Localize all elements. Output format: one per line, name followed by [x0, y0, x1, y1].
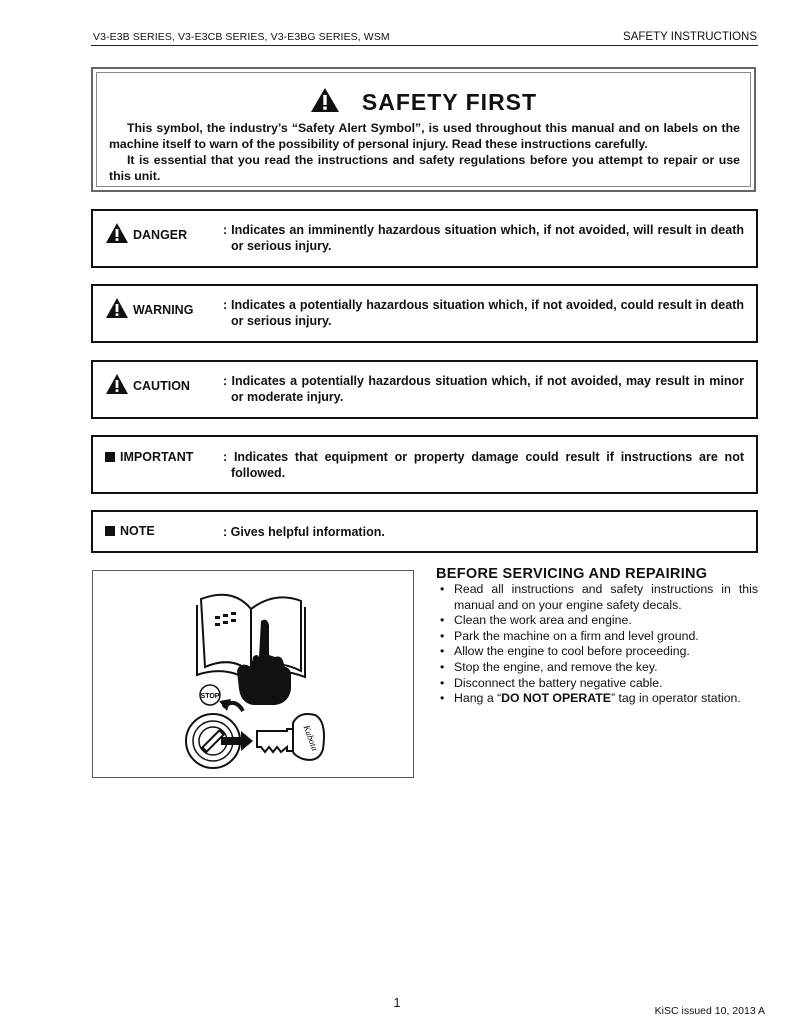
important-label-group — [105, 450, 193, 464]
document-header-title: V3-E3B SERIES, V3-E3CB SERIES, V3-E3BG SERIES, WSM — [93, 31, 390, 43]
stop-symbol-icon — [200, 685, 220, 705]
do-not-operate-prefix: Hang a “ — [454, 691, 502, 706]
page-number: 1 — [393, 996, 401, 1010]
caution-box — [91, 360, 758, 419]
black-square-icon — [105, 452, 115, 462]
list-item: • Read all instructions and safety instructions in this manual and on your engine safety decals. — [438, 582, 758, 613]
caution-label: CAUTION — [133, 378, 190, 393]
safety-first-paragraph-1: This symbol, the industry’s “Safety Alert Symbol”, is used throughout this manual and on labels on the machine itself to warn of the possibility of personal injury. Read these instructions carefully. — [109, 121, 740, 151]
important-label: IMPORTANT — [120, 450, 194, 464]
warning-triangle-icon — [310, 87, 340, 119]
do-not-operate-suffix: ” tag in operator station. — [610, 691, 741, 706]
danger-box — [91, 209, 758, 268]
warning-triangle-icon — [105, 297, 129, 322]
note-label-group — [105, 524, 155, 538]
note-label: NOTE — [120, 524, 155, 538]
list-item: • Allow the engine to cool before proceeding. — [438, 644, 758, 660]
black-square-icon — [105, 526, 115, 536]
warning-description: : Indicates a potentially hazardous situation which, if not avoided, could result in death or serious injury. — [223, 298, 744, 328]
caution-label-group — [105, 373, 190, 398]
important-box — [91, 435, 758, 494]
warning-label: WARNING — [133, 302, 194, 317]
note-box — [91, 510, 758, 553]
before-servicing-title: BEFORE SERVICING AND REPAIRING — [436, 566, 708, 582]
safety-first-paragraph-2: It is essential that you read the instructions and safety regulations before you attempt to repair or use this unit. — [109, 153, 740, 183]
caution-description: : Indicates a potentially hazardous situation which, if not avoided, may result in minor or moderate injury. — [223, 374, 744, 404]
before-servicing-list — [438, 582, 758, 707]
list-item: • Disconnect the battery negative cable. — [438, 676, 758, 692]
danger-label-group — [105, 222, 187, 247]
warning-label-group — [105, 297, 193, 322]
list-item: • Park the machine on a firm and level ground. — [438, 629, 758, 645]
stop-label: STOP — [200, 693, 220, 700]
kubota-key-label: Kubota — [301, 723, 321, 753]
important-description: : Indicates that equipment or property damage could result if instructions are not followed. — [223, 450, 744, 480]
list-item: • Stop the engine, and remove the key. — [438, 660, 758, 676]
warning-triangle-icon — [105, 222, 129, 247]
safety-first-heading — [97, 87, 750, 119]
servicing-illustration — [92, 570, 414, 778]
issue-note: KiSC issued 10, 2013 A — [654, 1005, 765, 1017]
safety-first-title: SAFETY FIRST — [361, 89, 538, 115]
note-description: : Gives helpful information. — [223, 525, 385, 539]
list-item — [438, 691, 758, 707]
danger-description: : Indicates an imminently hazardous situation which, if not avoided, will result in death or serious injury. — [223, 223, 744, 253]
key-icon — [257, 714, 324, 760]
warning-box — [91, 284, 758, 343]
section-header: SAFETY INSTRUCTIONS — [623, 31, 757, 43]
warning-triangle-icon — [105, 373, 129, 398]
curved-arrow-icon — [219, 699, 243, 711]
danger-label: DANGER — [133, 227, 188, 242]
safety-first-box — [91, 67, 756, 192]
header-divider — [91, 45, 758, 46]
list-item: • Clean the work area and engine. — [438, 613, 758, 629]
do-not-operate-emphasis: DO NOT OPERATE — [501, 691, 611, 706]
